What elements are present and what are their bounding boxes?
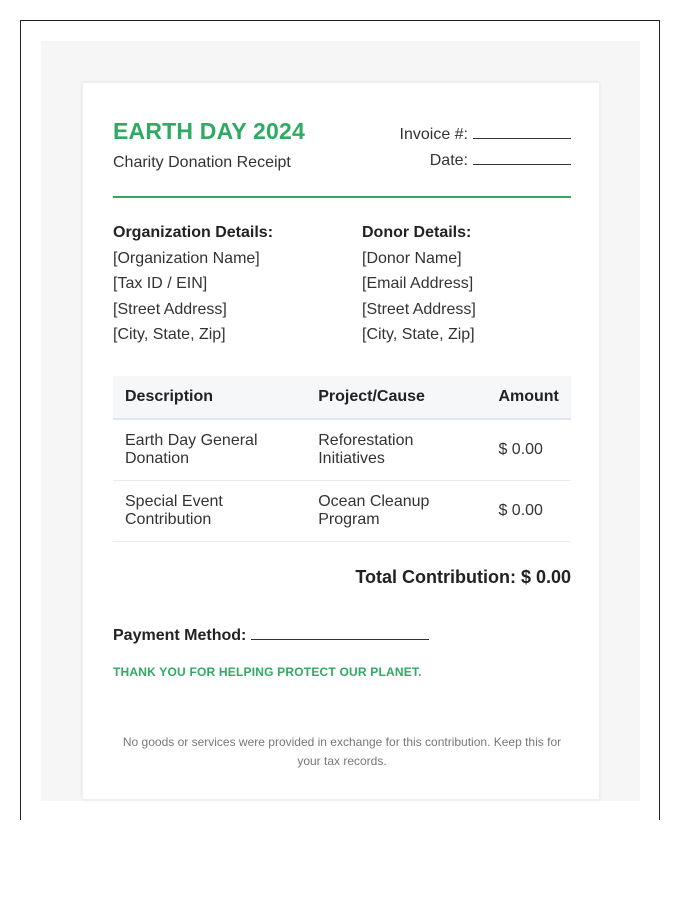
donor-name: [Donor Name] — [362, 249, 462, 267]
receipt-card — [82, 82, 600, 800]
row-project: Ocean Cleanup Program — [306, 481, 486, 542]
date-blank — [473, 150, 571, 165]
donation-table — [113, 376, 571, 542]
invoice-meta — [400, 122, 571, 174]
organization-name: [Organization Name] — [113, 249, 260, 267]
payment-method-label: Payment Method: — [113, 627, 247, 644]
donor-street: [Street Address] — [362, 300, 476, 318]
receipt-title: EARTH DAY 2024 — [113, 118, 305, 144]
donor-heading: Donor Details: — [362, 224, 472, 241]
total-contribution: Total Contribution: $ 0.00 — [355, 567, 571, 587]
row-description: Earth Day General Donation — [113, 419, 306, 481]
date-label: Date: — [429, 152, 468, 169]
payment-method-blank — [251, 625, 429, 640]
invoice-number-label: Invoice #: — [399, 126, 468, 143]
invoice-number-row — [400, 122, 571, 148]
table-header-row — [113, 376, 571, 419]
tax-footnote: No goods or services were provided in exchange for this contribution. Keep this for your tax records. — [122, 735, 562, 768]
date-row — [400, 148, 571, 174]
row-description: Special Event Contribution — [113, 481, 306, 542]
organization-city: [City, State, Zip] — [113, 326, 226, 343]
organization-heading: Organization Details: — [113, 224, 274, 241]
table-row — [113, 481, 571, 542]
donor-details — [362, 220, 476, 348]
header-description: Description — [113, 376, 306, 419]
row-amount: $ 0.00 — [486, 481, 571, 542]
header-divider — [113, 196, 571, 198]
donor-city: [City, State, Zip] — [362, 326, 475, 343]
row-amount: $ 0.00 — [486, 419, 571, 481]
header-amount: Amount — [486, 376, 571, 419]
payment-method — [113, 625, 429, 645]
donor-email: [Email Address] — [362, 275, 474, 292]
receipt-header — [113, 83, 571, 199]
thank-you-message: THANK YOU FOR HELPING PROTECT OUR PLANET. — [113, 665, 422, 679]
receipt-content — [113, 83, 571, 768]
row-project: Reforestation Initiatives — [306, 419, 486, 481]
header-project: Project/Cause — [306, 376, 486, 419]
invoice-number-blank — [473, 124, 571, 139]
receipt-subtitle: Charity Donation Receipt — [113, 154, 291, 171]
organization-street: [Street Address] — [113, 300, 227, 318]
organization-details — [113, 220, 273, 348]
organization-tax-id: [Tax ID / EIN] — [113, 275, 208, 292]
table-row — [113, 419, 571, 481]
